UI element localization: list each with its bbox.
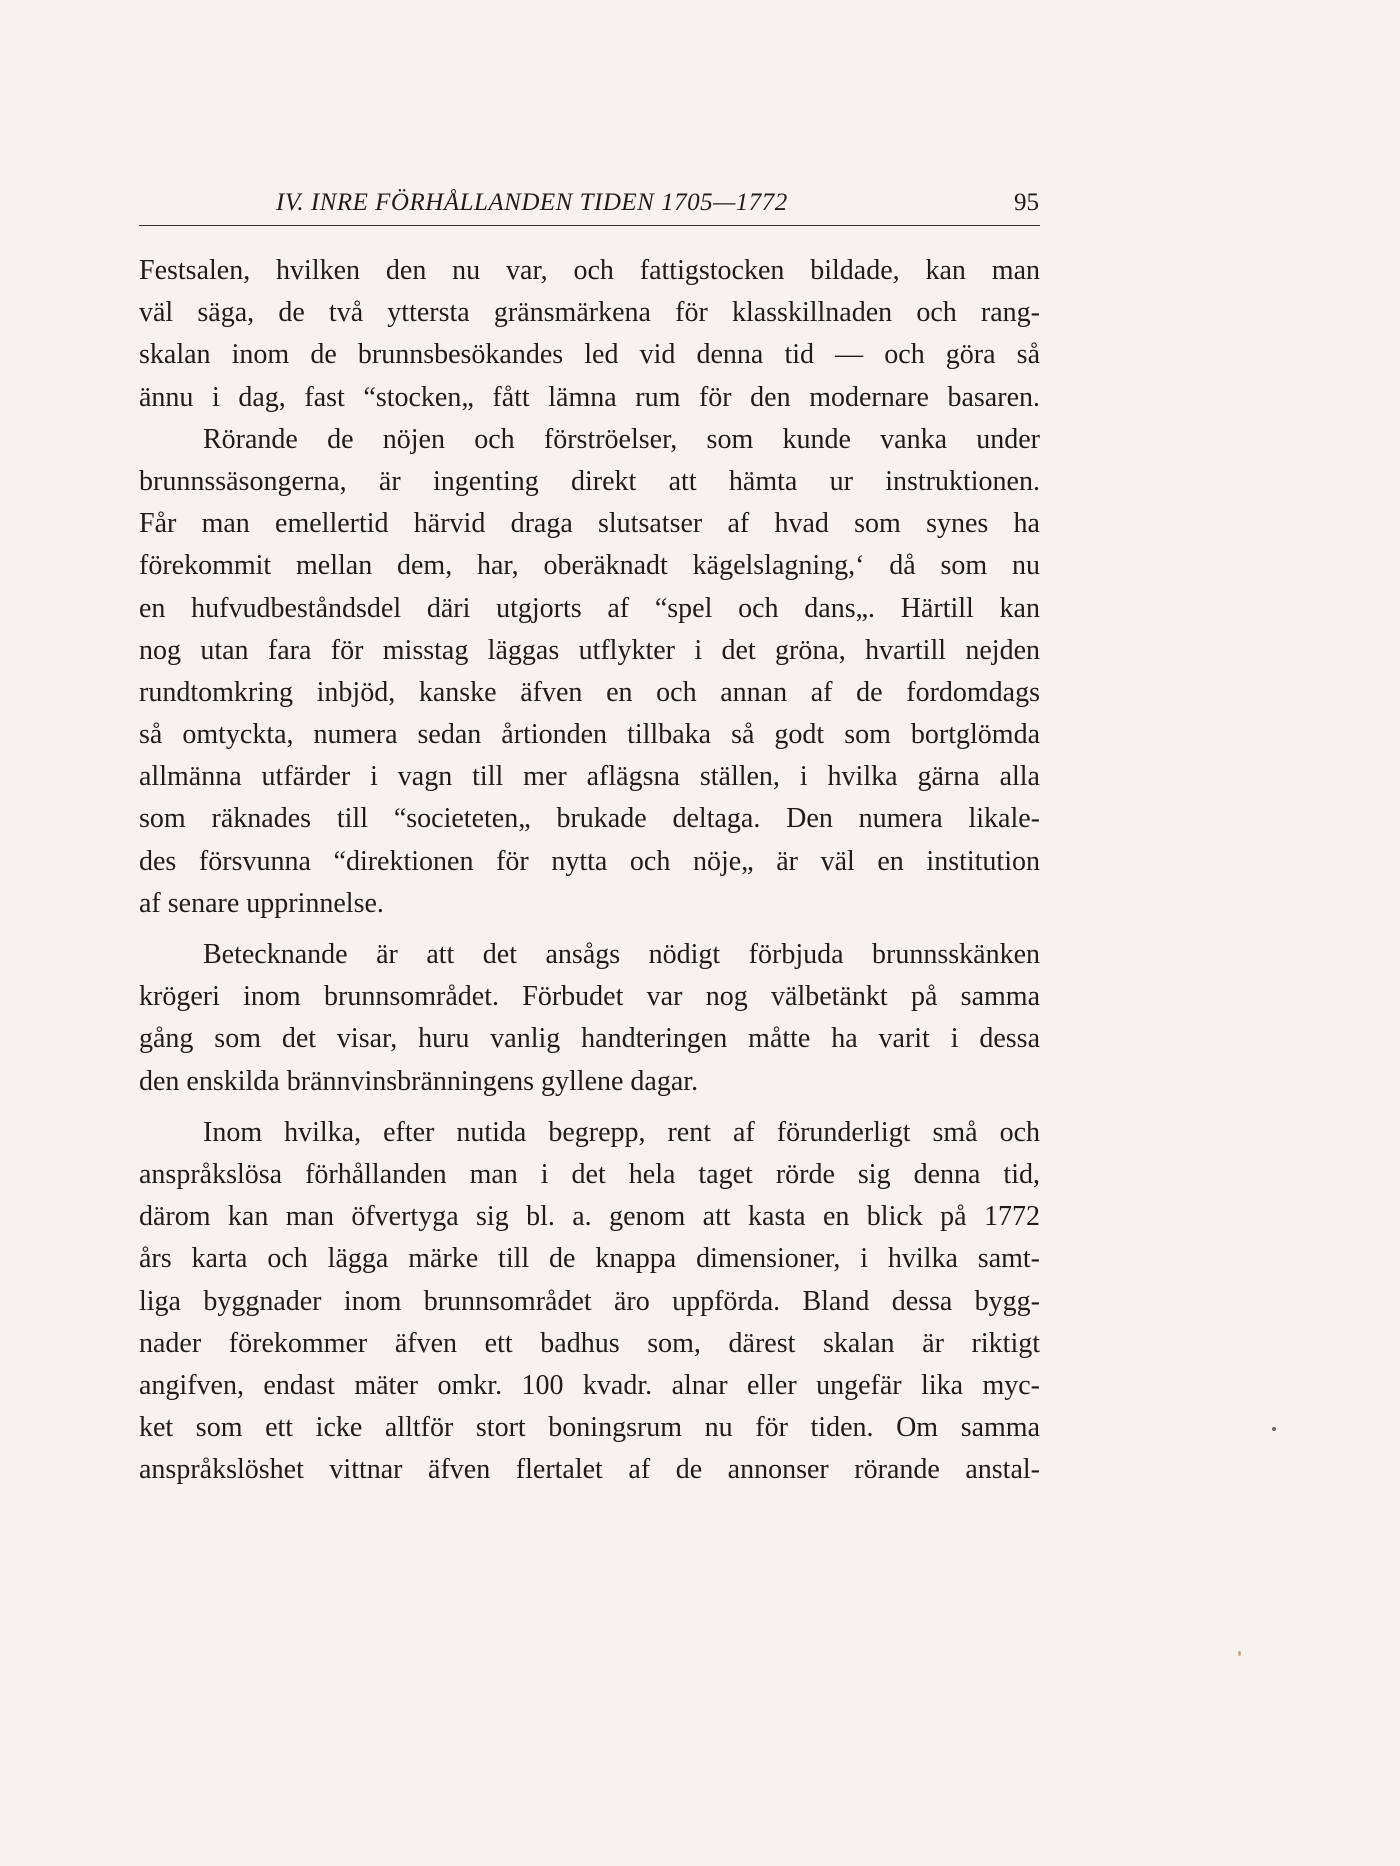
text-line: års karta och lägga märke till de knappa dimensioner, i hvilka samt- <box>139 1243 1040 1275</box>
running-head <box>139 183 1039 223</box>
text-line: väl säga, de två yttersta gränsmärkena för klasskillnaden och rang- <box>139 297 1040 329</box>
paper-speck <box>1238 1651 1241 1656</box>
paragraph <box>139 1112 1040 1492</box>
paragraph <box>139 934 1040 1103</box>
text-line: Får man emellertid härvid draga slutsatser af hvad som synes ha <box>139 508 1040 540</box>
text-line: liga byggnader inom brunnsområdet äro uppförda. Bland dessa bygg- <box>139 1285 1040 1317</box>
text-line: krögeri inom brunnsområdet. Förbudet var nog välbetänkt på samma <box>139 981 1040 1013</box>
paragraph-gap <box>139 925 1040 934</box>
text-line: anspråkslöshet vittnar äfven flertalet af de annonser rörande anstal- <box>139 1454 1040 1486</box>
text-line: rundtomkring inbjöd, kanske äfven en och annan af de fordomdags <box>139 676 1040 708</box>
body-text <box>139 250 1040 1491</box>
text-line: skalan inom de brunnsbesökandes led vid denna tid — och göra så <box>139 339 1040 371</box>
text-line: den enskilda brännvinsbränningens gyllene dagar. <box>139 1065 699 1097</box>
paragraph-gap <box>139 1103 1040 1112</box>
text-line: Festsalen, hvilken den nu var, och fattigstocken bildade, kan man <box>139 255 1040 286</box>
text-line: därom kan man öfvertyga sig bl. a. genom att kasta en blick på 1772 <box>139 1201 1040 1233</box>
text-line: ket som ett icke alltför stort boningsrum nu för tiden. Om samma <box>139 1412 1040 1444</box>
paper-speck <box>1272 1427 1276 1431</box>
text-line: så omtyckta, numera sedan årtionden tillbaka så godt som bortglömda <box>139 719 1040 751</box>
running-title: IV. INRE FÖRHÅLLANDEN TIDEN 1705—1772 <box>276 189 788 216</box>
text-line: anspråkslösa förhållanden man i det hela taget rörde sig denna tid, <box>139 1158 1040 1190</box>
text-line: en hufvudbeståndsdel däri utgjorts af “spel och dans„. Härtill kan <box>139 592 1040 624</box>
text-line: allmänna utfärder i vagn till mer aflägsna ställen, i hvilka gärna alla <box>139 761 1040 793</box>
paragraph <box>139 419 1040 925</box>
text-line: nog utan fara för misstag läggas utflykter i det gröna, hvartill nejden <box>139 634 1040 666</box>
text-line: af senare upprinnelse. <box>139 887 384 919</box>
text-line: förekommit mellan dem, har, oberäknadt kägelslagning,‘ då som nu <box>139 550 1040 582</box>
text-line: des försvunna “direktionen för nytta och nöje„ är väl en institution <box>139 845 1040 877</box>
text-line: angifven, endast mäter omkr. 100 kvadr. alnar eller ungefär lika myc- <box>139 1369 1040 1401</box>
text-line: nader förekommer äfven ett badhus som, därest skalan är riktigt <box>139 1327 1040 1359</box>
page-number: 95 <box>1014 189 1039 216</box>
text-line: som räknades till “societeten„ brukade deltaga. Den numera likale- <box>139 803 1040 835</box>
text-line: Inom hvilka, efter nutida begrepp, rent af förunderligt små och <box>203 1116 1040 1148</box>
text-line: gång som det visar, huru vanlig handteringen måtte ha varit i dessa <box>139 1023 1040 1055</box>
text-line: Betecknande är att det ansågs nödigt förbjuda brunnsskänken <box>203 939 1040 970</box>
text-line: Rörande de nöjen och förströelser, som kunde vanka under <box>203 423 1040 455</box>
text-line: brunnssäsongerna, är ingenting direkt att hämta ur instruktionen. <box>139 465 1040 497</box>
text-line: ännu i dag, fast “stocken„ fått lämna rum för den modernare basaren. <box>139 381 1040 413</box>
header-rule <box>139 225 1040 226</box>
paragraph <box>139 250 1040 419</box>
